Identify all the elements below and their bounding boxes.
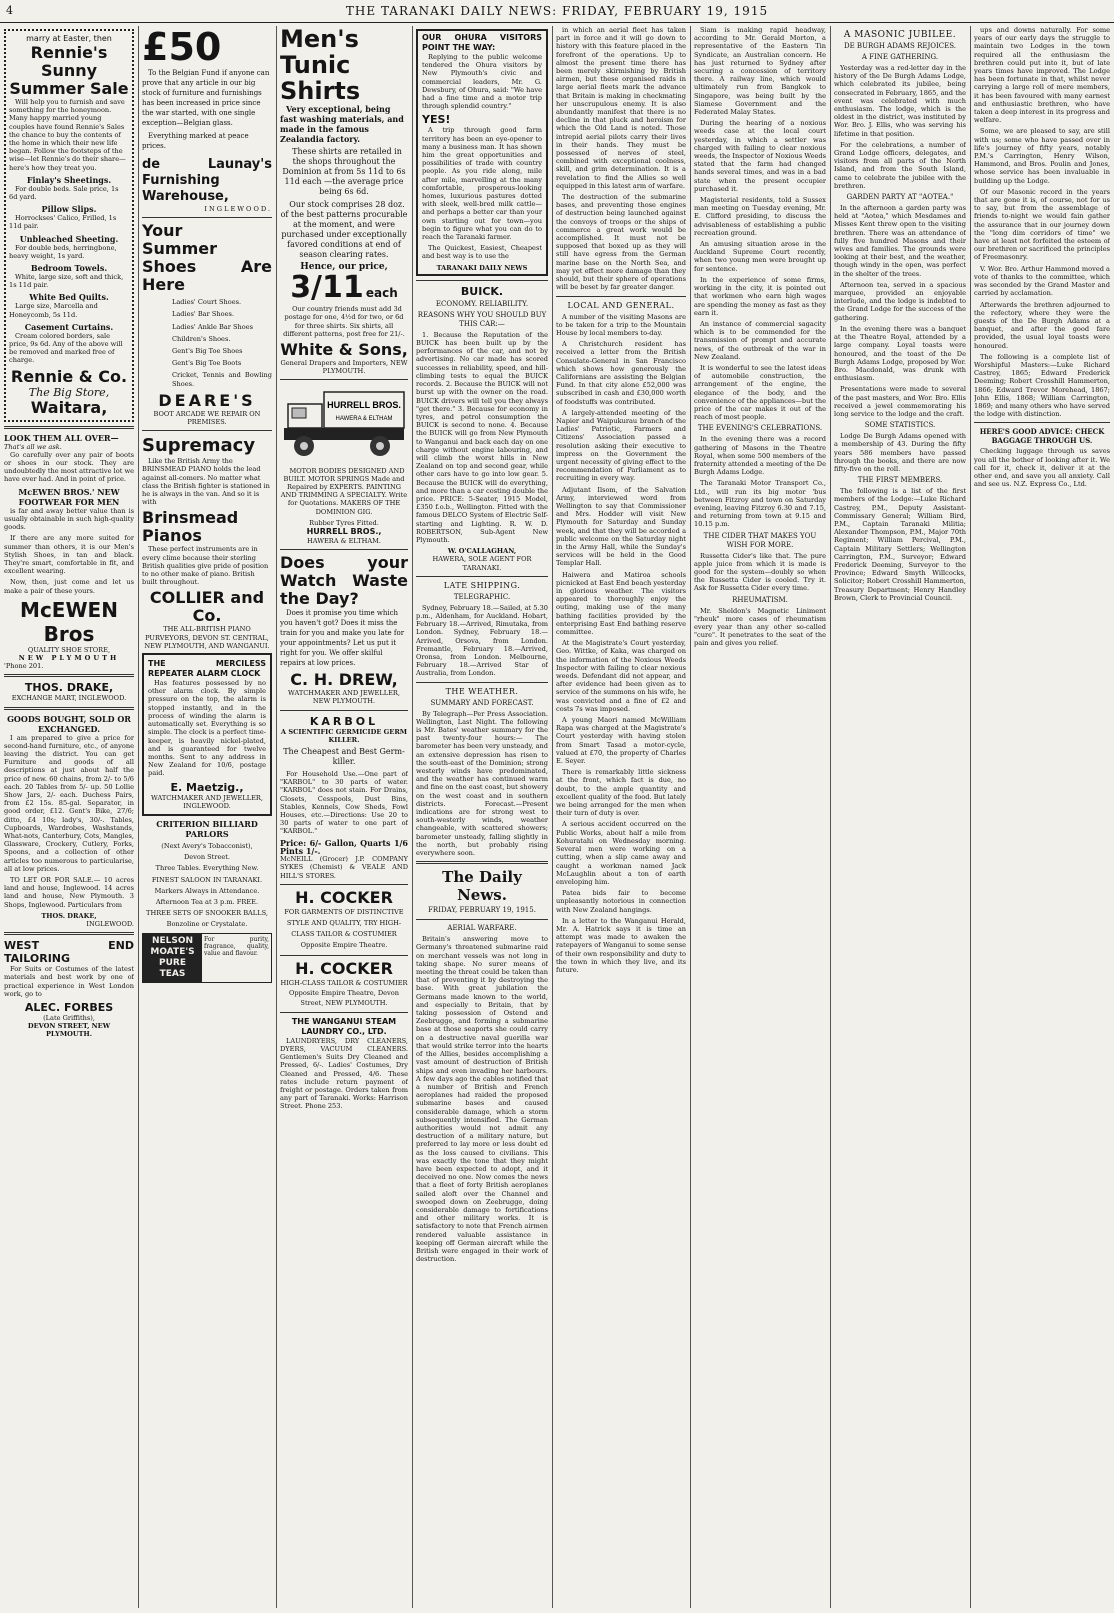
forbes-sub: (Late Griffiths), <box>43 1014 95 1023</box>
divider <box>4 426 134 429</box>
mcewen-logo: McEWEN Bros <box>20 597 118 646</box>
rheumatism-heading: RHEUMATISM. <box>732 595 788 604</box>
weather-heading: THE WEATHER. <box>445 686 519 696</box>
goods-heading: GOODS BOUGHT, SOLD OR EXCHANGED. <box>7 713 131 734</box>
masthead <box>0 0 1114 23</box>
article-paragraph: Afternoon tea, served in a spacious marquee, provided an enjoyable interlude, and the lodge is indebted to the Grand Lodge for the success of the gathering. <box>834 280 966 322</box>
column-rule <box>276 26 277 1608</box>
nelson-moate-logo: NELSON MOATE'S PURE TEAS <box>143 934 202 982</box>
buick-tagline: ECONOMY. RELIABILITY. <box>435 299 529 308</box>
article-paragraph: Afterwards the brethren adjourned to the refectory, where they were the guests of the De Burgh Adams at a banquet, and after the good fare provided, the usual loyal toasts were honoured. <box>974 300 1110 350</box>
column-4 <box>416 26 548 1608</box>
look-sub: That's all we ask. <box>4 442 62 451</box>
hurrell-sub: HAWERA & ELTHAM. <box>306 537 382 546</box>
divider <box>4 674 134 677</box>
article-paragraph: Lodge De Burgh Adams opened with a membership of 43. During the fifty years 586 members have passed through the books, and there are now fifty-five on the roll. <box>834 432 966 473</box>
alarm-clock-ad <box>142 653 272 816</box>
column-rule <box>412 26 413 1608</box>
criterion-tables: Three Tables. Everything New. <box>155 864 259 873</box>
nelson-moate-text: For purity, fragrance, quality, value and flavour. <box>204 935 269 957</box>
divider <box>4 707 134 710</box>
white-sons-title: White & Sons, <box>280 340 408 360</box>
article-paragraph: Magisterial residents, told a Sussex man meeting on Tuesday evening, Mr. E. Clifford presiding, to discuss the advisableness of establishing a public recreation ground. <box>694 196 826 237</box>
article-paragraph: Mr. Sheldon's Magnetic Liniment "rheuk" more cases of rheumatism every year than any other so-called "cure". It penetrates to the seat of the pain and gives you relief. <box>694 606 826 648</box>
weather-subheading: SUMMARY AND FORECAST. <box>430 698 534 707</box>
buick-reasons: REASONS WHY YOU SHOULD BUY THIS CAR:— <box>417 310 547 328</box>
column-rule <box>690 26 691 1608</box>
criterion-markers: Markers Always in Attendance. <box>154 886 260 895</box>
mcewen-store: QUALITY SHOE STORE, <box>27 645 111 654</box>
column-rule <box>970 26 971 1608</box>
divider <box>280 379 408 380</box>
article-paragraph: Adjutant Ilsom, of the Salvation Army, interviewed word from Wellington to say that Commissioner and Mrs. Hodder will visit New Plymouth for Saturday and Sunday week, and that they will be accorded a public welcome on the Saturday night in the Army Hall, while the Sunday's services will be held in the Good Templar Hall. <box>556 485 686 568</box>
watch-heading: Does your Watch Waste the Day? <box>280 553 408 609</box>
mcewen-town: NEW PLYMOUTH <box>18 653 120 662</box>
mcewen-text: is far and away better value than is usually obtainable in such high-quality goods. <box>4 506 134 532</box>
divider <box>416 682 548 683</box>
article-paragraph: A number of the visiting Masons are to be taken for a trip to the Mountain House by local members to-day. <box>556 312 686 337</box>
column-8 <box>974 26 1110 1608</box>
drake-signature: THOS. DRAKE, <box>41 911 97 920</box>
column-rule <box>138 26 139 1608</box>
collier-title: COLLIER and Co. <box>149 588 265 626</box>
item-heading: Casement Curtains. <box>24 321 114 332</box>
article-paragraph: A largely-attended meeting of the Napier and Waipukurau branch of the Ladies' Patriotic, Farmers and Citizens' Association passed a resolution asking their executive to impress on the Government the urgent necessity of giving effect to the recommendation of Parliament as to recruiting in every way. <box>556 408 686 483</box>
shoe-item: Ladies' Ankle Bar Shoes <box>172 322 253 331</box>
shirt-price: 3/11 <box>290 270 364 306</box>
brinsmead-title: Brinsmead Pianos <box>142 508 239 546</box>
column-rule <box>830 26 831 1608</box>
statistics-heading: SOME STATISTICS. <box>864 421 936 430</box>
masthead-title: THE TARANAKI DAILY NEWS: FRIDAY, FEBRUARY 19, 1915 <box>345 4 769 18</box>
article-paragraph: Presentations were made to several of the past masters, and Wor. Bro. Ellis received a jewel commemorating his long service to the lodge and the craft. <box>834 385 966 418</box>
white-sons-sub: General Drapers and Importers, NEW PLYMOUTH. <box>280 359 408 376</box>
item-heading: Bedroom Towels. <box>30 263 108 274</box>
hurrell-truck-illustration <box>280 384 408 464</box>
local-general-heading: LOCAL AND GENERAL. <box>567 300 675 310</box>
article-paragraph: During the hearing of a noxious weeds case at the local court yesterday, in which a settler was charged with failing to clear noxious weeds, the Inspector of Noxious Weeds stated that the farm had changed hands several times, and was in a bad state when the present occupier purchased it. <box>694 119 826 193</box>
nelson-moate-ad <box>142 933 272 983</box>
divider <box>416 919 548 920</box>
item-heading: Pillow Slips. <box>41 204 97 215</box>
drake-address: EXCHANGE MART, INGLEWOOD. <box>11 694 127 703</box>
laundry-text: LAUNDRYERS, DRY CLEANERS, DYERS, VACUUM CLEANERS. Gentlemen's Suits Dry Cleaned and Pressed, 6/-. Ladies' Costumes, Dry Cleaned and Pressed, 4/6. These rates include return payment of freight or postage. Orders taken from any part of Taranaki. Works: Harrison Street. Phone 253. <box>280 1036 408 1111</box>
article-paragraph: The following is a list of the first members of the Lodge:—Luke Richard Castrey, P.M., Deputy Assistant-Commissary General; William Bird, P.M., Captain Taranaki Militia; Alexander Thompson, P.M., Major 70th Regiment; William Percival, P.M., Captain Military Settlers; Wellington Carrington, P.M., Surveyor; Edward Frederick Deeming, Surveyor to the Province; Edward Smyth Willcocks, Solicitor; Robert Crosshill Hammerton, Treasury Department; Henry Handley Brown, Clerk to Provincial Council. <box>834 487 966 602</box>
leader-date: FRIDAY, FEBRUARY 19, 1915. <box>428 906 536 915</box>
article-paragraph: There is remarkably little sickness at the front, which fact is due, no doubt, to the ample quantity and excellent quality of the food. But lately we being arranged for the men when their turn of duty is over. <box>556 768 686 818</box>
karbol-price: Price: 6/- Gallon, Quarts 1/6 Pints 1/-. <box>280 837 408 856</box>
criterion-bonzoline: Bonzoline or Crystalate. <box>166 920 248 929</box>
article-paragraph: A serious accident occurred on the Public Works, about half a mile from Kohuratahi on Wednesday morning. Several men were working on a cutting, when a slip came away and caught a workman named Jack McLaughlin about a ton of earth enveloping him. <box>556 820 686 886</box>
garden-party-heading: GARDEN PARTY AT "AOTEA." <box>846 193 954 202</box>
masonic-heading: A MASONIC JUBILEE. <box>843 30 957 40</box>
column-1 <box>4 26 134 1608</box>
laundry-title: THE WANGANUI STEAM LAUNDRY CO., LTD. <box>291 1016 397 1036</box>
watch-text: Does it promise you time which you haven't got? Does it miss the train for you and make you late for your appointments? Let us put it right for you. We offer skilful repairs at low prices. <box>280 609 405 668</box>
column-rule <box>552 26 553 1608</box>
mcewen-text: Now, then, just come and let us make a pair of these yours. <box>4 578 134 595</box>
shoe-item: Ladies' Bar Shoes. <box>172 310 234 319</box>
truck-name: HURRELL BROS. <box>327 400 401 411</box>
ocallaghan-title: W. O'CALLAGHAN, <box>447 547 517 556</box>
divider <box>142 430 272 431</box>
shoe-list <box>142 298 272 388</box>
marry-text: marry at Easter, then <box>26 34 112 43</box>
stock-text: Our stock comprises 28 doz. of the best patterns procurable at the moment, and were purchased under exceptionally favored conditions at end of season clearing rates. <box>280 200 408 259</box>
shoe-item: Ladies' Court Shoes. <box>172 298 242 307</box>
look-heading: LOOK THEM ALL OVER— <box>4 432 119 443</box>
article-paragraph: It is wonderful to see the latest ideas of automobile construction, the arrangement of the engine, the elegance of the body, and the convenience of the appliances—but the price of the car makes it out of the reach of most people. <box>694 363 826 422</box>
divider <box>280 1012 408 1013</box>
criterion-finest: FINEST SALOON IN TARANAKI. <box>151 875 263 884</box>
ohura-ad <box>416 29 548 276</box>
mcewen-heading: McEWEN BROS.' NEW FOOTWEAR FOR MEN <box>18 486 120 507</box>
waitara: Waitara, <box>30 397 108 417</box>
article-paragraph: In a letter to the Wanganui Herald, Mr. A. Hatrick says it is time an attempt was made to awaken the ratepayers of Wanganui to some sense of their own responsibility and duty to the town in which they live, and its future. <box>556 916 686 974</box>
shoe-item: Children's Shoes. <box>172 334 231 343</box>
motor-text: MOTOR BODIES DESIGNED AND BUILT. MOTOR SPRINGS Made and Repaired by EXPERTS. PAINTING AND TRIMMING A SPECIALTY. Write for Quotations. MAKERS OF THE DOMINION GIG. <box>280 466 408 516</box>
tdn-name: TARANAKI DAILY NEWS <box>436 263 528 272</box>
merciless-text: Has features possessed by no other alarm clock. By simple pressure on the top, the alarm is stopped instantly, and in the process of winding the alarm is automatically set. Everything is so simple. The clock is a perfect time-keeper, is heavily nickel-plated, and is guaranteed for twelve months. Sent to any address in New Zealand for 10/6, postage paid. <box>148 679 266 778</box>
maetzig-sub: WATCHMAKER AND JEWELLER, INGLEWOOD. <box>151 793 263 810</box>
yes-heading: YES! <box>422 113 451 127</box>
ohura-text: Replying to the public welcome tendered the Ohura visitors by New Plymouth's civic and commercial leaders, Mr. G. Dewsbury, of Ohura, said: "We have had a fine time and a motor trip through splendid country." <box>422 53 542 111</box>
look-text: Go carefully over any pair of boots or shoes in our stock. They are undoubtedly the most attractive lot we have ever had. And in point of price. <box>4 450 134 484</box>
article-paragraph: At the Magistrate's Court yesterday, Geo. Wittke, of Kaka, was charged on the information of the Noxious Weeds Inspector with failing to clear noxious weeds. Defendant did not appear, and after evidence had been given as to service of the summons on his wife, he was convicted and a fine of £2 and costs 7s was imposed. <box>556 639 686 713</box>
divider <box>416 861 548 864</box>
article-paragraph: A young Maori named McWilliam Rapa was charged at the Magistrate's Court yesterday with having stolen from Smart Tasad a motor-cycle, valued at £70, the property of Charles E. Seyer. <box>556 716 686 766</box>
shoe-item: Gent's Big Toe Shoes <box>172 347 243 356</box>
article-paragraph: Siam is making rapid headway, according to Mr. Gerald Morton, a representative of the Eastern Tin Syndicate, an Australian concern. He has just returned to Sydney after securing a concession of territory there. A railway line, which would ultimately run from Bangkok to Singapore, was being built by the Siamese Government and the Federated Malay States. <box>694 26 826 117</box>
rennie-sale-ad <box>4 29 134 422</box>
divider <box>280 710 408 711</box>
mcewen-text: If there are any more suited for summer than others, it is our Men's Stylish Shoes, in tan and black. They're smart, comfortable in fit, and excellent wearing. <box>4 534 134 576</box>
divider <box>142 217 272 218</box>
maetzig-title: E. Maetzig., <box>170 780 244 794</box>
fifty-pounds: £50 <box>142 26 222 69</box>
merciless-title: THE MERCILESS REPEATER ALARM CLOCK <box>148 659 266 679</box>
west-end-title: WEST END TAILORING <box>4 939 134 966</box>
truck-town: HAWERA & ELTHAM <box>335 416 393 423</box>
rennie-sale-title: Rennie's Sunny Summer Sale <box>9 43 129 98</box>
rennie-items <box>9 175 129 365</box>
evening-heading: THE EVENING'S CELEBRATIONS. <box>697 424 823 433</box>
article-paragraph: In the evening there was a banquet at the Theatre Royal, attended by a large company. Loyal toasts were honoured, and the toast of the De Burgh Adams Lodge, proposed by Wor. Bro. Macdonald, was drunk with enthusiasm. <box>834 324 966 383</box>
divider <box>280 884 408 885</box>
cocker-title: H. COCKER <box>295 887 393 907</box>
ocallaghan-sub: HAWERA, SOLE AGENT FOR TARANAKI. <box>432 555 532 572</box>
mcewen-phone: 'Phone 201. <box>4 662 44 671</box>
telegraphic-subheading: TELEGRAPHIC. <box>453 592 511 601</box>
article-paragraph: Patea bids fair to become unpleasantly notorious in connection with New Zealand hangings. <box>556 889 686 914</box>
daily-news-nameplate: The Daily News. <box>442 868 522 905</box>
item-heading: Finlay's Sheetings. <box>26 174 112 185</box>
delaunay-title: de Launay's Furnishing Warehouse, <box>142 157 272 204</box>
rennie-intro: Will help you to furnish and save something for the honeymoon. Many happy married young couples have found Rennie's Sales the chance to buy the contents of the home in which their new life began. Follow the footsteps of the wise—let Rennie's do their share—here's how they treat you. <box>9 98 126 172</box>
ohura-text-3: The Quickest, Easiest, Cheapest and best way is to use the <box>422 244 542 261</box>
hurrell-title: HURRELL BROS., <box>306 527 382 537</box>
article-paragraph: The destruction of the submarine bases, and preventing those engines of destruction being launched against the convoys of troops or the ships of commerce a great work would be accomplished. It must not be supposed that boxed up as they will still have egress from the German marine base on the North Sea, and may yet effect more damage than they should, but their sphere of operations will be beset by far greater danger. <box>556 193 686 292</box>
item-text: Cream colored borders, sale price, 9s 6d. Any of the above will be removed and marked free of charge. <box>9 331 123 365</box>
price-block <box>280 271 408 305</box>
karbol-cheapest: The Cheapest and Best Germ-killer. <box>283 747 405 767</box>
item-heading: Unbleached Sheeting. <box>19 233 119 244</box>
column-3 <box>280 26 408 1608</box>
supremacy-text: Like the British Army the BRINSMEAD PIANO holds the lead against all-comers. No matter what class the British fighter is stationed in he is always in the van. And so it is with <box>142 457 270 507</box>
shoe-item: Gent's Big Toe Boots <box>172 359 242 368</box>
masonic-subheading: DE BURGH ADAMS REJOICES. <box>843 42 957 50</box>
goods-text: I am prepared to give a price for second-hand furniture, etc., of anyone leaving the district. You can get Furniture and goods of all descriptions at just about half the price of new. 60 chains, from 2/- to 5/6 each. 20 Tables from 5/- up. 50 Lollie Show Jars, 2/- each. Duchess Pairs, from £2 15s. 85-gal. Separator, in good order, £12. Gent's Bike, 27/6; ditto, £4 10s; lady's, 30/-. Tables, Cupboards, Wardrobes, Washstands, What-nots, Canterbury, Cots, Mangles, Glassware, Crockery, Cutlery, Forks, Spoons, and a collection of other articles too numerous to particularise, all at low prices. <box>4 733 134 873</box>
marked-text: Everything marked at peace prices. <box>142 132 249 150</box>
criterion-next: (Next Avery's Tobacconist), <box>161 841 253 850</box>
article-paragraph: In the evening there was a record gathering of Masons in the Theatre Royal, when some 500 members of the fraternity attended a meeting of the De Burgh Adams Lodge. <box>694 435 826 477</box>
delaunay-town: INGLEWOOD. <box>204 205 272 213</box>
drew-title: C. H. DREW, <box>290 670 398 690</box>
cocker-text-2: HIGH-CLASS TAILOR & COSTUMIER Opposite Empire Theatre, Devon Street, NEW PLYMOUTH. <box>280 978 408 1007</box>
hence-text: Hence, our price, <box>300 262 388 272</box>
shoe-item: Cricket, Tennis and Bowling Shoes. <box>172 371 272 388</box>
forbes-title: ALEC. FORBES <box>24 1001 114 1015</box>
divider <box>974 422 1110 423</box>
page-number: 4 <box>6 4 14 17</box>
column-6 <box>694 26 826 1608</box>
divider <box>280 549 408 550</box>
karbol-sub: A SCIENTIFIC GERMICIDE GERM KILLER. <box>280 727 408 744</box>
deare-title: DEARE'S <box>158 390 256 410</box>
article-paragraph: Of our Masonic record in the years that are gone it is, of course, not for us to say, but from the assemblage of friends to-night we would fain gather the assurance that in our journey down the "long dim corridors of time" we have at least not forfeited the esteem of our brethren or sacrificed the principles of Freemasonry. <box>974 187 1110 262</box>
karbol-text: For Household Use.—One part of "KARBOL" to 30 parts of water. "KARBOL" does not stain. For Drains, Closets, Cesspools, Dust Bins, Stables, Kennels, Cow Sheds, Fowl Houses, etc.—Directions: Use 20 to 30 parts of water to one part of "KARBOL." <box>280 770 408 836</box>
mens-shirts-text: Very exceptional, being fast washing materials, and made in the famous Zealandia factory. <box>280 104 404 144</box>
cocker-text: FOR GARMENTS OF DISTINCTIVE STYLE AND QUALITY, TRY HIGH-CLASS TAILOR & COSTUMIER Opposite Empire Theatre. <box>284 907 404 949</box>
article-paragraph: in which an aerial fleet has taken part in force and it will go down to history with this feature placed in the forefront of the operations. Up to almost the present time there has been merely skirmishing by British airmen, but these organised raids in large aerial fleets mark the advance that Britain is making in checkmating her unscrupulous enemy. It is also abundantly manifest that there is no decline in that pluck and heroism for which the Old Land is noted. Those intrepid aerial pilots carry their lives in their hands. They must be possessed of nerves of steel, combined with exceptional coolness, skill, and grim determination. It is a revelation to find the Allies so well equipped in this latest arm of warfare. <box>556 26 686 190</box>
supremacy-title: Supremacy <box>142 435 256 457</box>
divider <box>556 296 686 297</box>
item-text: For double beds. Sale price, 1s 6d yard. <box>9 184 119 202</box>
article-paragraph: A Christchurch resident has received a letter from the British Consulate-General in San Francisco which shows how generously the Californians are assisting the Belgian Fund. In that city alone £52,000 was subscribed in cash and £30,000 worth of foodstuffs was contributed. <box>556 340 686 406</box>
deare-sub: BOOT ARCADE WE REPAIR ON PREMISES. <box>153 409 261 427</box>
rubber-text: Rubber Tyres Fitted. <box>309 518 379 527</box>
column-5 <box>556 26 686 1608</box>
late-shipping-heading: LATE SHIPPING. <box>443 580 521 590</box>
item-heading: White Bed Quilts. <box>29 292 109 303</box>
country-text: Our country friends must add 3d postage for one, 4½d for two, or 6d for three shirts. Six shirts, all different patterns, post free for 21/-. <box>283 305 405 338</box>
item-text: Large size, Marcella and Honeycomb, 5s 11d. <box>9 302 98 319</box>
divider <box>416 576 548 577</box>
mens-shirts-title: Men's Tunic Shirts <box>280 26 361 105</box>
article-paragraph: Some, we are pleased to say, are still with us; some who have passed over in life's journey of fifty years, notably P.M.'s Carrington, Henry Wilson, Hammond, and Bros. Poulin and Jones, whose service has been invaluable in building up the Lodge. <box>974 127 1110 185</box>
cocker-title-2: H. COCKER <box>295 958 393 978</box>
aerial-text: Britain's answering move to Germany's threatened submarine raid on merchant vessels was not long in taking shape. No surer means of meeting the threat could be taken than that of preventing it by destroying the base. With great jubilation the Germans made known to the world, and especially to Britain, that by taking possession of Ostend and Zeebrugge, and forming a submarine base at those seaports she could carry on a destructive naval guerilla war that would strike terror into the hearts of the Allies, besides accomplishing a vast amount of destruction of British ships and even invading her harbours. A few days ago the cables notified that a number of British and French aeroplanes had raided the proposed submarine bases and caused considerable damage, which a storm subsequently intensified. The German authorities would not admit any destruction of a military nature, but preferred to lay more or less doubt ed as the loss caused to civilians. This was exactly the tone that they might have been expected to adopt, and it deceived no one. Now comes the news that a fleet of forty British aeroplanes sailed aloft over the Channel and swooped down on Zeebrugge, doing considerable damage to fortifications and other military works. It is satisfactory to note that French airmen rendered valuable assistance in keeping off German aircraft while the British were engaged in their work of destruction. <box>416 935 548 1264</box>
criterion-street: Devon Street. <box>183 853 231 862</box>
devon-street: DEVON STREET, NEW PLYMOUTH. <box>27 1022 111 1039</box>
masonic-subheading-2: A FINE GATHERING. <box>861 53 939 61</box>
mens-shirts-text2: These shirts are retailed in the shops throughout the Dominion at from 5s 11d to 6s 11d each —the average price being 6s 6d. <box>282 147 406 196</box>
article-paragraph: V. Wor. Bro. Arthur Hammond moved a vote of thanks to the committee, which was seconded by the Grand Master and carried by acclamation. <box>974 264 1110 298</box>
article-paragraph: For the celebrations, a number of Grand Lodge officers, delegates, and visitors from all parts of the North Island, and from the South Island, came to celebrate the jubilee with the brethren. <box>834 140 966 190</box>
baggage-heading: HERE'S GOOD ADVICE: CHECK BAGGAGE THROUGH US. <box>979 427 1105 446</box>
belgian-text: To the Belgian Fund if anyone can prove that any article in our big stock of furniture and furnishings has been increased in price since the war started, with one single exception—Belgian glass. <box>142 69 270 127</box>
column-7 <box>834 26 966 1608</box>
article-paragraph: Yesterday was a red-letter day in the history of the De Burgh Adams Lodge, which celebrated its jubilee, being consecrated in February, 1865, and the event was celebrated with much enthusiasm. The lodge, which is the oldest in the district, was instituted by Wor. Bro. J. Ellis, who was serving his lifetime in that position. <box>834 64 966 138</box>
item-text: Horrockses' Calico, Frilled, 1s 11d pair. <box>9 214 117 231</box>
column-2 <box>142 26 272 1608</box>
first-members-heading: THE FIRST MEMBERS. <box>857 476 943 485</box>
article-paragraph: In the experience of some firms, working in the city, it is pointed out that workmen who earn high wages are spending the money as fast as they earn it. <box>694 275 826 317</box>
item-text: For double beds, herringbone, heavy weight, 1s yard. <box>9 243 117 260</box>
ohura-heading: OUR OHURA VISITORS POINT THE WAY: <box>422 33 542 52</box>
criterion-tea: Afternoon Tea at 3 p.m. FREE. <box>155 897 259 906</box>
west-end-text: For Suits or Costumes of the latest materials and best work by one of practical experience in West London work, go to <box>4 965 134 998</box>
divider <box>416 280 548 281</box>
criterion-snooker: THREE SETS OF SNOOKER BALLS, <box>146 909 268 918</box>
ohura-text-2: A trip through good farm territory has been an eye-opener to many a business man. It has shown him the great opportunities and possibilities of trade with country people. As you ride along, mile after mile, marvelling at the many comfortable, prosperous-looking homes, luxurious pastures dotted with sleek, well-bred milk cattle—and perhaps a better car than your own starting out for town—you begin to figure what you can do to reach the Taranaki farmer. <box>422 126 542 242</box>
article-paragraph: An instance of commercial sagacity which is to be commended for the transmission of prompt and accurate news, of the outbreak of the war in New Zealand. <box>694 319 826 361</box>
item-text: White, large size, soft and thick, 1s 11d pair. <box>9 273 124 290</box>
your-heading: Your <box>142 221 183 241</box>
summer-shoes-heading: Summer Shoes Are Here <box>142 239 272 295</box>
article-paragraph: The Taranaki Motor Transport Co., Ltd., will run its big motor 'bus between Fitzroy and town on Saturday evening, leaving Fitzroy 6.30 and 7.15, and returning from town at 9.15 and 10.15 p.m. <box>694 479 826 529</box>
rennie-co: Rennie & Co. <box>10 366 128 386</box>
divider <box>4 932 134 935</box>
big-store: The Big Store, <box>28 385 110 399</box>
article-paragraph: An amusing situation arose in the Auckland Supreme Court recently, when two young men were brought up for sentence. <box>694 240 826 273</box>
mcewen-ad <box>4 433 134 671</box>
let-text: TO LET OR FOR SALE.— 10 acres land and house, Inglewood. 14 acres land and house, New Plymouth. 3 Shops, Inglewood. Particulars from <box>4 875 134 909</box>
article-paragraph: Haiwera and Matiroa schools picnicked at East End beach yesterday in glorious weather. The visitors appeared to thoroughly enjoy the outing, making use of the many bathing facilities provided by the enterprising East End bathing reserve committee. <box>556 570 686 637</box>
drake-title: THOS. DRAKE, <box>24 681 114 695</box>
article-paragraph: ups and downs naturally. For some years of our early days the struggle to maintain two Lodges in the town required all the enthusiasm the brethren could put into it, but of late years times have improved. The Lodge has been fortunate in that, whilst never carrying a large roll of mere members, it has been favoured with many earnest and enthusiastic brethren, who have taken a deep interest in its progress and welfare. <box>974 26 1110 125</box>
brinsmead-text: These perfect instruments are in every clime because their sterling British qualities give pride of position to no other make of piano. British built throughout. <box>142 545 269 587</box>
shirt-price-unit: each <box>365 286 398 301</box>
karbol-agents: McNEILL (Grocer) J.P. COMPANY SYKES (Chemist) & VEALE AND HILL'S STORES. <box>280 855 408 880</box>
drew-sub: WATCHMAKER AND JEWELLER, NEW PLYMOUTH. <box>288 689 400 706</box>
late-shipping-text: Sydney, February 18.—Sailed, at 5.30 p.m., Aldenham, for Auckland. Hobart, February 18.—Arrived, Rimutaka, from London. Sydney, February 18.—Arrived, Orsova, from London. Fremantle, February 18.—Arrived, Oronsa, from London. Melbourne, February 18.—Arrived Star of Australia, from London. <box>416 603 548 678</box>
buick-text: 1. Because the Reputation of the BUICK has been built up by the performances of the car, and not by advertising. No car made has scored successes in reliability, speed, and hill-climbing tests to equal the BUICK records. 2. Because the BUICK will not burst up with the owner on the road. BUICK drivers will tell you they always "get there." 3. Because for economy in tyres, and petrol consumption the BUICK is second to none. 4. Because the BUICK will go from New Plymouth to Wanganui and back each day on one charge without engine labouring, and will climb the worst hills in New Zealand on top and second gear, while other cars have to go into low gear. 5. Because the BUICK will do everything, and more than a car costing double the price. PRICE: 5-Seater, 1915 Model, £350 f.o.b., Wellington. Fitted with the famous DELCO System of Electric Self-starting and Lighting. R. W. D. ROBERTSON, Sub-Agent New Plymouth. <box>416 330 548 544</box>
article-paragraph: In the afternoon a garden party was held at "Aotea," which Mesdames and Misses Kent threw open to the visiting brethren. There was an attendance of fully five hundred Masons and their wives and families. The grounds were looking at their best, and the weather, though windy in the open, was perfect in the shelter of the trees. <box>834 204 966 278</box>
weather-text: By Telegraph—Per Press Association. Wellington, Last Night. The following is Mr. Bates' weather summary for the past twenty-four hours:— The barometer has been very unsteady, and an extensive depression has risen to the south-east of the Dominion; strong westerly winds have predominated, and the weather has continued warm and fine on the east coast, but showery on the west coast and in southern districts. Forecast.—Present indications are for strong west to south-westerly winds, weather changeable, with scattered showers; barometer unsteady, falling slightly in the north, but probably rising everywhere soon. <box>416 709 548 858</box>
criterion-title: CRITERION BILLIARD PARLORS <box>156 818 258 839</box>
karbol-title: KARBOL <box>309 714 379 728</box>
collier-sub: THE ALL-BRITISH PIANO PURVEYORS, DEVON ST. CENTRAL, NEW PLYMOUTH, AND WANGANUI. <box>144 625 270 650</box>
aerial-heading: AERIAL WARFARE. <box>447 924 517 933</box>
drake-signature-town: INGLEWOOD. <box>86 920 134 928</box>
criterion-ad <box>142 819 272 929</box>
article-paragraph: Russetta Cider's like that. The pure apple juice from which it is made is good for the system—doubly so when the Russetta Cider is cooled. Try it. Ask for Russetta Cider every time. <box>694 551 826 593</box>
buick-title: BUICK. <box>460 284 504 298</box>
baggage-text: Checking luggage through us saves you all the bother of looking after it. We call for it, check it, deliver it at the other end, and save you all anxiety. Call and see us. N.Z. Express Co., Ltd. <box>974 447 1110 489</box>
divider <box>280 955 408 956</box>
article-paragraph: The following is a complete list of Worshipful Masters:—Luke Richard Castrey, 1865; Edward Frederick Deeming; Robert Crosshill Hammerton, 1866; Edward Trevor Morehead, 1867; John Ellis, 1868; William Carrington, 1869; and many others who have served the lodge with distinction. <box>974 352 1110 419</box>
cider-heading: THE CIDER THAT MAKES YOU WISH FOR MORE. <box>703 531 817 549</box>
